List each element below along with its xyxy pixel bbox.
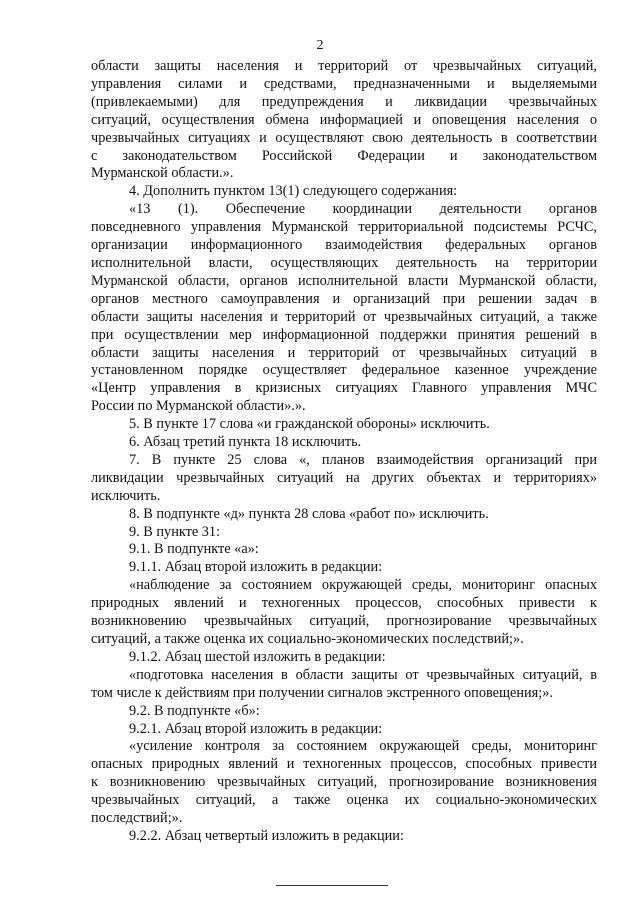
text-line: повседневного управления Мурманской территориальной подсистемы РСЧС, xyxy=(91,219,597,236)
text-line: том числе к действиям при получении сигналов экстренного оповещения;». xyxy=(91,684,553,701)
text-line: природных явлений и техногенных процессов, способных привести к xyxy=(91,595,597,612)
text-line: области защиты населения и территорий от чрезвычайных ситуаций, xyxy=(91,58,597,74)
paragraph xyxy=(91,649,597,667)
paragraph xyxy=(91,452,597,506)
text-line: 9. В пункте 31: xyxy=(129,523,221,540)
text-line: органов местного самоуправления и организаций при решении задач в xyxy=(91,290,597,307)
text-line: 9.1. В подпункте «а»: xyxy=(129,541,259,558)
paragraph xyxy=(91,541,597,559)
text-line: 9.1.1. Абзац второй изложить в редакции: xyxy=(129,559,383,576)
text-line: России по Мурманской области».». xyxy=(91,398,306,415)
text-line: «Центр управления в кризисных ситуациях Главного управления МЧС xyxy=(91,380,597,397)
text-line: Мурманской области, органов исполнительной власти Мурманской области, xyxy=(91,272,597,289)
text-line: «13 (1). Обеспечение координации деятельности органов xyxy=(129,201,597,218)
text-line: к возникновению чрезвычайных ситуаций, прогнозирование возникновения xyxy=(91,774,597,791)
document-body xyxy=(91,58,597,846)
text-line: (привлекаемыми) для предупреждения и ликвидации чрезвычайных xyxy=(91,93,597,110)
text-line: области защиты населения и территорий от чрезвычайных ситуаций в xyxy=(91,344,597,361)
paragraph xyxy=(91,577,597,649)
text-line: ситуаций, осуществления обмена информацией и оповещения населения о xyxy=(91,111,597,128)
text-line: с законодательством Российской Федерации и законодательством xyxy=(91,147,597,164)
text-line: 8. В подпункте «д» пункта 28 слова «работ по» исключить. xyxy=(129,505,489,522)
text-line: 5. В пункте 17 слова «и гражданской обороны» исключить. xyxy=(129,416,490,433)
text-line: «усиление контроля за состоянием окружающей среды, мониторинг xyxy=(129,738,597,755)
text-line: 4. Дополнить пунктом 13(1) следующего содержания: xyxy=(129,183,458,200)
text-line: 6. Абзац третий пункта 18 исключить. xyxy=(129,434,362,451)
paragraph xyxy=(91,828,597,846)
text-line: исключить. xyxy=(91,487,161,504)
text-line: 9.2.2. Абзац четвертый изложить в редакции: xyxy=(129,827,404,844)
text-line: организации информационного взаимодействия федеральных органов xyxy=(91,237,597,254)
text-line: возникновению чрезвычайных ситуаций, прогнозирование чрезвычайных xyxy=(91,613,597,630)
page-number: 2 xyxy=(316,38,324,53)
paragraph xyxy=(91,183,597,201)
footer-rule xyxy=(276,885,388,886)
paragraph xyxy=(91,721,597,739)
paragraph xyxy=(91,738,597,828)
text-line: ситуаций, а также оценка их социально-экономических последствий;». xyxy=(91,631,524,647)
text-line: области защиты населения и территорий от чрезвычайных ситуаций, а также xyxy=(91,308,597,325)
text-line: 9.2.1. Абзац второй изложить в редакции: xyxy=(129,720,383,737)
paragraph xyxy=(91,201,597,416)
paragraph xyxy=(91,524,597,542)
text-line: «наблюдение за состоянием окружающей среды, мониторинг опасных xyxy=(129,577,597,594)
text-line: чрезвычайных ситуациях и осуществляют свою деятельность в соответствии xyxy=(91,129,597,146)
text-line: 7. В пункте 25 слова «, планов взаимодействия организаций при xyxy=(129,451,597,468)
paragraph xyxy=(91,58,597,183)
text-line: установленном порядке осуществляет федеральное казенное учреждение xyxy=(91,362,597,379)
text-line: управления силами и средствами, предназначенными и выделяемыми xyxy=(91,75,597,92)
paragraph xyxy=(91,506,597,524)
paragraph xyxy=(91,416,597,434)
text-line: опасных природных явлений и техногенных процессов, способных привести xyxy=(91,756,597,773)
text-line: 9.1.2. Абзац шестой изложить в редакции: xyxy=(129,648,386,665)
text-line: ликвидации чрезвычайных ситуаций на других объектах и территориях» xyxy=(91,469,597,486)
text-line: чрезвычайных ситуаций, а также оценка их социально-экономических xyxy=(91,792,597,809)
paragraph xyxy=(91,434,597,452)
text-line: исполнительной власти, осуществляющих деятельность на территории xyxy=(91,254,597,271)
text-line: последствий;». xyxy=(91,810,183,827)
paragraph xyxy=(91,667,597,703)
text-line: Мурманской области.». xyxy=(91,165,234,182)
paragraph xyxy=(91,703,597,721)
text-line: «подготовка населения в области защиты от чрезвычайных ситуаций, в xyxy=(129,666,597,683)
text-line: 9.2. В подпункте «б»: xyxy=(129,702,260,719)
paragraph xyxy=(91,559,597,577)
text-line: при осуществлении мер информационной поддержки принятия решений в xyxy=(91,326,597,343)
